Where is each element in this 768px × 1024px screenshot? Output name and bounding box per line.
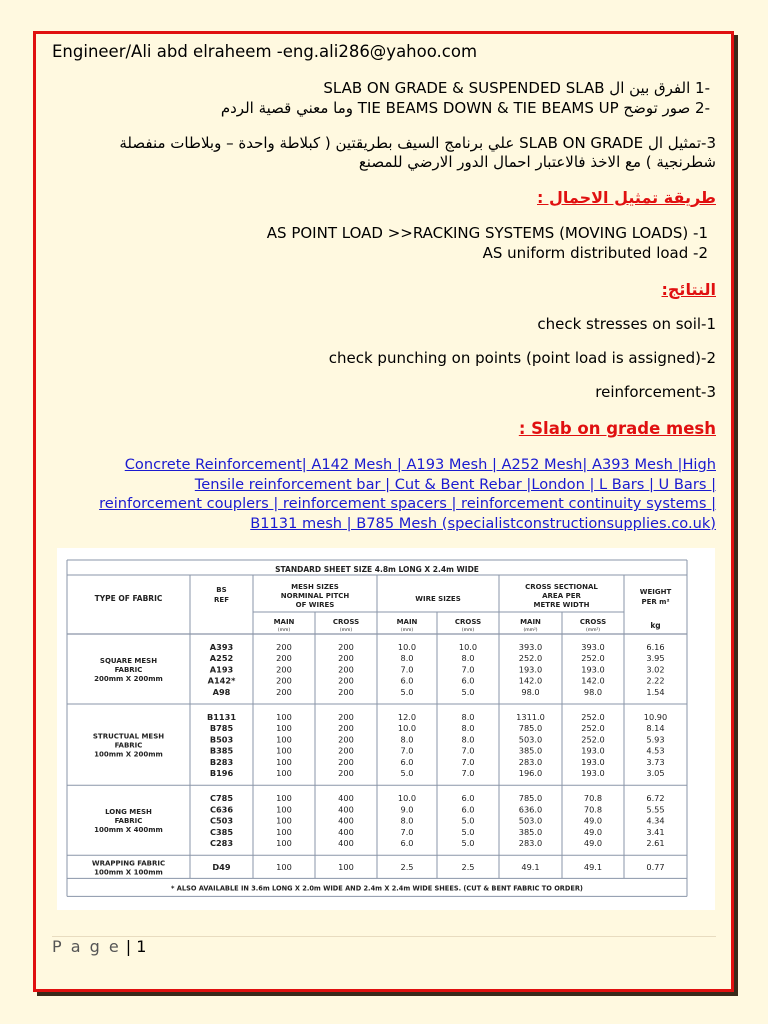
- table-cell: 400: [338, 826, 354, 837]
- table-cell: 2.5: [400, 862, 414, 873]
- table-cell: 200: [338, 745, 354, 756]
- table-cell: 200: [338, 734, 354, 745]
- table-cell: 193.0: [581, 756, 605, 767]
- subheader-unit-0: (mm): [277, 628, 291, 633]
- bs-ref-cell: B283: [209, 756, 234, 767]
- header-cross-sectional: CROSS SECTIONAL: [525, 583, 598, 591]
- table-cell: 100: [276, 826, 292, 837]
- list-item-3-line-1: 3-تمثيل ال SLAB ON GRADE علي برنامج السيف بطريقتين ( كبلاطة واحدة – وبلاطات منفصلة: [119, 134, 716, 152]
- subheader-cross-3: CROSS: [454, 618, 482, 626]
- table-cell: 3.41: [646, 826, 665, 837]
- table-cell: 503.0: [518, 815, 543, 826]
- bs-ref-cell: C785: [209, 793, 234, 804]
- table-cell: 7.0: [461, 756, 475, 767]
- table-cell: 0.77: [646, 862, 665, 873]
- table-cell: 100: [276, 712, 292, 722]
- table-cell: 200: [276, 653, 292, 664]
- fabric-type-label: WRAPPING FABRIC: [91, 859, 166, 868]
- table-cell: 252.0: [581, 723, 605, 734]
- bs-ref-cell: B196: [209, 768, 234, 778]
- table-cell: 8.0: [461, 712, 475, 722]
- table-cell: 7.0: [461, 768, 475, 778]
- table-cell: 200: [338, 768, 354, 778]
- bs-ref-cell: A193: [209, 664, 234, 675]
- subheader-unit-4: (mm²): [523, 628, 538, 633]
- table-cell: 8.0: [461, 734, 475, 745]
- table-cell: 3.05: [646, 768, 665, 778]
- table-cell: 200: [276, 642, 292, 652]
- table-cell: 200: [338, 756, 354, 767]
- table-cell: 6.0: [461, 793, 475, 804]
- table-cell: 3.02: [646, 664, 665, 675]
- result-item-1: check stresses on soil-1: [537, 315, 716, 333]
- header-type-of-fabric: TYPE OF FABRIC: [94, 594, 163, 603]
- table-cell: 9.0: [400, 804, 414, 815]
- bs-ref-cell: D49: [212, 862, 231, 873]
- table-cell: 2.22: [646, 675, 665, 686]
- table-cell: 100: [276, 838, 292, 848]
- table-cell: 100: [276, 815, 292, 826]
- table-cell: 6.0: [400, 675, 414, 686]
- table-cell: 10.0: [397, 723, 417, 734]
- table-cell: 196.0: [518, 768, 543, 778]
- bs-ref-cell: B1131: [206, 712, 237, 722]
- table-cell: 200: [338, 642, 354, 652]
- subheader-unit-1: (mm): [339, 628, 353, 633]
- table-cell: 8.0: [400, 653, 414, 664]
- table-cell: 70.8: [583, 793, 603, 804]
- table-cell: 393.0: [518, 642, 543, 652]
- bs-ref-cell: C385: [209, 826, 234, 837]
- header-ref: REF: [214, 596, 229, 604]
- table-cell: 100: [276, 734, 292, 745]
- results-heading: النتائج:: [661, 280, 716, 299]
- load-item-1: AS POINT LOAD >>RACKING SYSTEMS (MOVING LOADS) -1: [266, 224, 708, 242]
- table-cell: 252.0: [581, 734, 605, 745]
- table-cell: 1.54: [646, 686, 665, 697]
- table-cell: 200: [276, 664, 292, 675]
- table-cell: 785.0: [518, 723, 543, 734]
- bs-ref-cell: B385: [209, 745, 234, 756]
- fabric-type-label: 100mm X 400mm: [94, 826, 163, 835]
- page-footer: [52, 937, 146, 956]
- table-cell: 200: [338, 664, 354, 675]
- result-item-2: check punching on points (point load is assigned)-2: [328, 349, 716, 367]
- header-wire-sizes: WIRE SIZES: [415, 595, 461, 603]
- table-cell: 100: [276, 723, 292, 734]
- table-cell: 193.0: [518, 664, 543, 675]
- table-cell: 98.0: [521, 686, 540, 697]
- fabric-type-label: STRUCTUAL MESH: [92, 732, 165, 741]
- table-cell: 100: [276, 804, 292, 815]
- table-cell: 49.0: [583, 838, 603, 848]
- table-cell: 1311.0: [516, 712, 545, 722]
- subheader-cross-5: CROSS: [579, 618, 607, 626]
- fabric-type-label: FABRIC: [114, 741, 143, 750]
- table-cell: 10.0: [397, 642, 417, 652]
- table-cell: 252.0: [581, 653, 605, 664]
- subheader-unit-5: (mm²): [585, 628, 601, 633]
- load-item-2: AS uniform distributed load -2: [482, 244, 708, 262]
- table-cell: 142.0: [581, 675, 605, 686]
- table-cell: 5.93: [646, 734, 665, 745]
- table-cell: 193.0: [581, 768, 605, 778]
- table-cell: 49.0: [583, 815, 603, 826]
- table-cell: 100: [276, 862, 292, 873]
- table-cell: 400: [338, 793, 354, 804]
- fabric-type-label: FABRIC: [114, 666, 143, 674]
- table-cell: 252.0: [518, 653, 543, 664]
- fabric-type-label: SQUARE MESH: [99, 657, 158, 665]
- table-cell: 5.0: [461, 826, 475, 837]
- table-cell: 6.0: [400, 756, 414, 767]
- table-cell: 5.55: [646, 804, 665, 815]
- table-cell: 400: [338, 804, 354, 815]
- fabric-type-label: 100mm X 100mm: [94, 868, 163, 877]
- table-cell: 7.0: [461, 664, 475, 675]
- fabric-type-label: 200mm X 200mm: [94, 675, 163, 683]
- table-cell: 193.0: [581, 664, 605, 675]
- list-item-3-line-2: شطرنجية ) مع الاخذ فالاعتبار احمال الدور الارضي للمصنع: [358, 153, 716, 171]
- table-cell: 2.61: [646, 838, 665, 848]
- mesh-table: [57, 548, 715, 910]
- header-bs: BS: [216, 586, 227, 594]
- table-cell: 7.0: [461, 745, 475, 756]
- table-cell: 7.0: [400, 826, 414, 837]
- link-line-3[interactable]: reinforcement couplers | reinforcement spacers | reinforcement continuity systems |: [99, 495, 716, 512]
- table-cell: 200: [338, 712, 354, 722]
- table-cell: 3.95: [646, 653, 665, 664]
- subheader-cross-1: CROSS: [332, 618, 360, 626]
- header-mesh-sizes: MESH SIZES: [291, 583, 339, 591]
- subheader-unit-3: (mm): [461, 628, 475, 633]
- link-line-1[interactable]: Concrete Reinforcement| A142 Mesh | A193 Mesh | A252 Mesh| A393 Mesh |High: [124, 456, 716, 473]
- table-cell: 10.90: [643, 712, 668, 722]
- reference-links: [52, 455, 716, 533]
- footer-divider: [52, 936, 716, 937]
- table-footnote: * ALSO AVAILABLE IN 3.6m LONG X 2.0m WIDE AND 2.4m X 2.4m WIDE SHEES. (CUT & BENT FABRIC TO ORDER): [171, 884, 583, 893]
- table-cell: 100: [276, 793, 292, 804]
- table-cell: 3.73: [646, 756, 665, 767]
- table-cell: 10.0: [458, 642, 478, 652]
- table-cell: 100: [338, 862, 354, 873]
- table-cell: 200: [338, 723, 354, 734]
- header-metre-width: METRE WIDTH: [533, 601, 590, 609]
- table-cell: 8.0: [461, 723, 475, 734]
- bs-ref-cell: A252: [209, 653, 234, 664]
- table-cell: 142.0: [518, 675, 543, 686]
- subheader-kg: kg: [650, 621, 661, 630]
- table-cell: 7.0: [400, 664, 414, 675]
- table-cell: 385.0: [518, 826, 543, 837]
- table-cell: 4.53: [646, 745, 665, 756]
- table-cell: 252.0: [581, 712, 605, 722]
- subheader-main-4: MAIN: [520, 618, 541, 626]
- table-cell: 70.8: [583, 804, 603, 815]
- footer-page-label: P a g e: [52, 937, 121, 956]
- mesh-table-image: [57, 548, 715, 910]
- table-cell: 5.0: [461, 686, 475, 697]
- list-item-2: -2 صور توضح TIE BEAMS DOWN & TIE BEAMS UP وما معني قصية الردم: [220, 99, 710, 117]
- table-cell: 193.0: [581, 745, 605, 756]
- fabric-type-label: LONG MESH: [105, 808, 152, 817]
- bs-ref-cell: C503: [209, 815, 234, 826]
- table-cell: 200: [338, 653, 354, 664]
- bs-ref-cell: B503: [209, 734, 234, 745]
- fabric-type-label: 100mm X 200mm: [94, 750, 163, 759]
- table-cell: 6.0: [400, 838, 414, 848]
- table-cell: 98.0: [583, 686, 603, 697]
- table-cell: 49.1: [521, 862, 540, 873]
- table-cell: 636.0: [518, 804, 543, 815]
- subheader-main-0: MAIN: [273, 618, 295, 626]
- table-cell: 100: [276, 745, 292, 756]
- header-weight: WEIGHT: [639, 588, 672, 596]
- table-cell: 100: [276, 756, 292, 767]
- table-title: STANDARD SHEET SIZE 4.8m LONG X 2.4m WIDE: [275, 565, 479, 574]
- table-cell: 5.0: [400, 686, 414, 697]
- link-line-4[interactable]: B1131 mesh | B785 Mesh (specialistconstructionsupplies.co.uk): [250, 514, 716, 532]
- table-cell: 7.0: [400, 745, 414, 756]
- table-cell: 503.0: [518, 734, 543, 745]
- table-cell: 393.0: [581, 642, 605, 652]
- table-cell: 8.0: [461, 653, 475, 664]
- table-cell: 8.14: [646, 723, 665, 734]
- table-cell: 8.0: [400, 734, 414, 745]
- header-area-per: AREA PER: [542, 592, 581, 600]
- bs-ref-cell: B785: [209, 723, 234, 734]
- table-cell: 12.0: [397, 712, 417, 722]
- table-cell: 6.0: [461, 804, 475, 815]
- bs-ref-cell: C283: [209, 838, 234, 848]
- bs-ref-cell: A142*: [207, 675, 236, 686]
- result-item-3: reinforcement-3: [595, 383, 716, 401]
- footer-separator: |: [120, 937, 137, 956]
- table-cell: 10.0: [397, 793, 417, 804]
- table-cell: 4.34: [646, 815, 665, 826]
- table-cell: 6.72: [646, 793, 665, 804]
- table-cell: 200: [276, 675, 292, 686]
- author-header: Engineer/Ali abd elraheem -eng.ali286@yahoo.com: [52, 42, 478, 61]
- header-nominal-pitch: NORMINAL PITCH: [280, 592, 350, 600]
- table-cell: 6.16: [646, 642, 665, 652]
- header-per-m2: PER m²: [641, 598, 670, 606]
- subheader-unit-2: (mm): [400, 628, 414, 633]
- table-cell: 5.0: [461, 838, 475, 848]
- bs-ref-cell: A98: [212, 686, 231, 697]
- bs-ref-cell: C636: [209, 804, 234, 815]
- table-cell: 49.1: [583, 862, 603, 873]
- table-cell: 8.0: [400, 815, 414, 826]
- table-cell: 200: [338, 686, 354, 697]
- list-item-1: -1 الفرق بين ال SLAB ON GRADE & SUSPENDED SLAB: [323, 79, 710, 97]
- table-cell: 100: [276, 768, 292, 778]
- table-cell: 785.0: [518, 793, 543, 804]
- table-cell: 49.0: [583, 826, 603, 837]
- table-cell: 400: [338, 815, 354, 826]
- link-line-2[interactable]: Tensile reinforcement bar | Cut & Bent Rebar |London | L Bars | U Bars |: [194, 475, 716, 493]
- table-cell: 385.0: [518, 745, 543, 756]
- table-cell: 283.0: [518, 756, 543, 767]
- table-cell: 283.0: [518, 838, 543, 848]
- table-cell: 6.0: [461, 675, 475, 686]
- footer-page-number: 1: [136, 937, 147, 956]
- table-cell: 5.0: [461, 815, 475, 826]
- bs-ref-cell: A393: [209, 642, 234, 652]
- mesh-heading: : Slab on grade mesh: [518, 419, 716, 438]
- table-cell: 200: [338, 675, 354, 686]
- table-cell: 2.5: [461, 862, 475, 873]
- table-cell: 200: [276, 686, 292, 697]
- fabric-type-label: FABRIC: [114, 817, 143, 826]
- table-cell: 5.0: [400, 768, 414, 778]
- subheader-main-2: MAIN: [396, 618, 418, 626]
- load-heading: طريقة تمثيل الاحمال :: [537, 188, 716, 207]
- header-of-wires: OF WIRES: [295, 601, 335, 609]
- table-cell: 400: [338, 838, 354, 848]
